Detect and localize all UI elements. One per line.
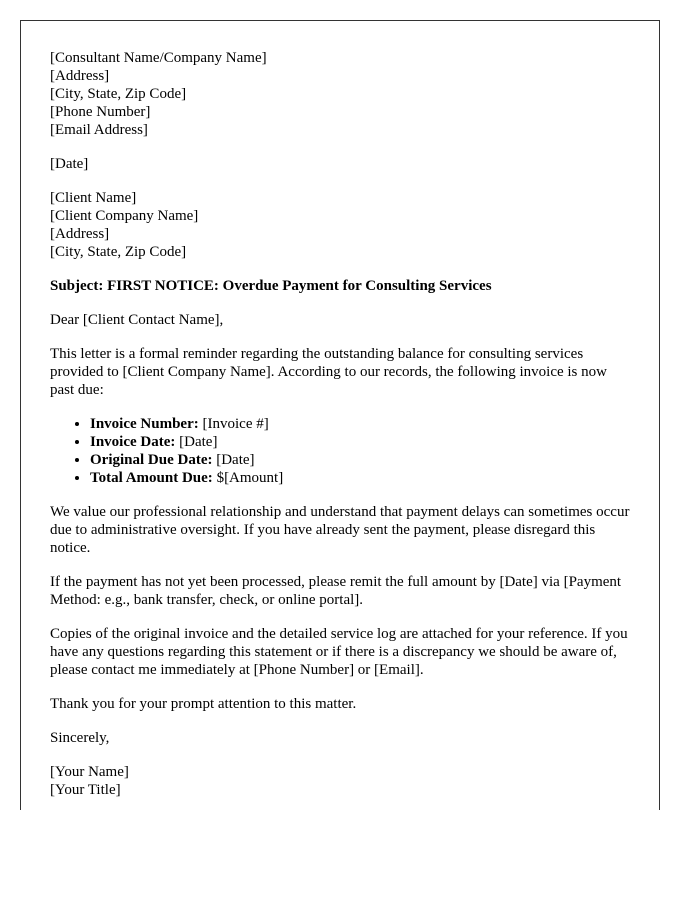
signature-name: [Your Name] [50, 764, 129, 780]
amount-due-value: $[Amount] [212, 470, 284, 486]
recipient-address: [Address] [50, 226, 110, 242]
due-date-label: Original Due Date: [90, 452, 213, 468]
list-item [90, 433, 630, 451]
list-item [90, 451, 630, 469]
letter-date: [Date] [50, 156, 89, 172]
recipient-block [50, 189, 630, 261]
amount-due-label: Total Amount Due: [90, 470, 213, 486]
invoice-date-label: Invoice Date: [90, 434, 176, 450]
letter-page [20, 20, 660, 810]
invoice-number-label: Invoice Number: [90, 416, 199, 432]
closing: Sincerely, [50, 730, 110, 746]
sender-address: [Address] [50, 68, 110, 84]
signature-title: [Your Title] [50, 782, 121, 798]
recipient-company: [Client Company Name] [50, 208, 199, 224]
paragraph-attachments: Copies of the original invoice and the detailed service log are attached for your reference. If you have any questions regarding this statement or if there is a discrepancy we should be aware of, please contact me immediately at [Phone Number] or [Email]. [50, 626, 628, 678]
sender-city: [City, State, Zip Code] [50, 86, 187, 102]
due-date-value: [Date] [212, 452, 255, 468]
list-item [90, 415, 630, 433]
sender-phone: [Phone Number] [50, 104, 151, 120]
signature-block [50, 763, 630, 799]
recipient-city: [City, State, Zip Code] [50, 244, 187, 260]
sender-email: [Email Address] [50, 122, 148, 138]
paragraph-relationship: We value our professional relationship and understand that payment delays can sometimes occur due to administrative oversight. If you have already sent the payment, please disregard this notice. [50, 504, 630, 556]
subject-line: Subject: FIRST NOTICE: Overdue Payment for Consulting Services [50, 278, 492, 294]
paragraph-intro: This letter is a formal reminder regarding the outstanding balance for consulting services provided to [Client Company Name]. According to our records, the following invoice is now past due: [50, 346, 607, 398]
sender-block [50, 49, 630, 139]
paragraph-payment-instructions: If the payment has not yet been processed, please remit the full amount by [Date] via [Payment Method: e.g., bank transfer, check, or online portal]. [50, 574, 622, 608]
invoice-number-value: [Invoice #] [198, 416, 269, 432]
list-item [90, 469, 630, 487]
invoice-date-value: [Date] [175, 434, 218, 450]
paragraph-thanks: Thank you for your prompt attention to this matter. [50, 696, 357, 712]
invoice-details-list [50, 415, 630, 487]
recipient-name: [Client Name] [50, 190, 137, 206]
sender-name: [Consultant Name/Company Name] [50, 50, 267, 66]
salutation: Dear [Client Contact Name], [50, 312, 224, 328]
